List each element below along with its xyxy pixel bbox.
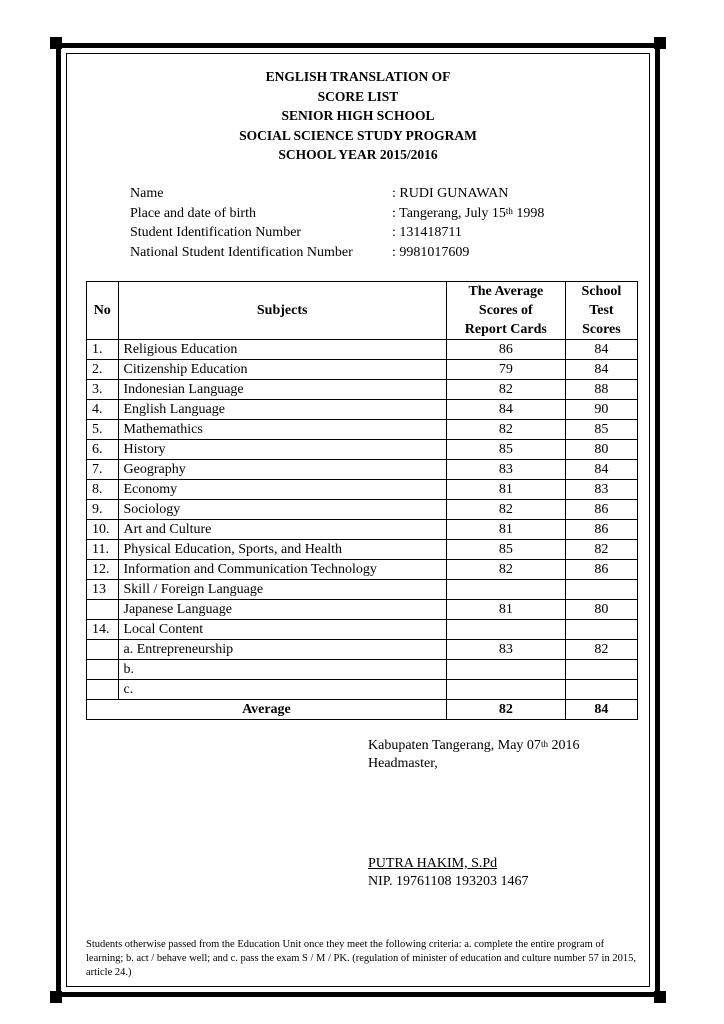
row-report-score: 83: [446, 640, 565, 660]
row-subject: Information and Communication Technology: [118, 560, 446, 580]
header-no: No: [87, 282, 119, 340]
row-number: 11.: [87, 540, 119, 560]
header-test-line: Test: [589, 303, 614, 318]
row-number: 4.: [87, 400, 119, 420]
signature-block: [368, 737, 579, 773]
signatory-name: PUTRA HAKIM, S.Pd: [368, 856, 498, 871]
header-avg-line: The Average: [468, 284, 544, 299]
row-report-score: 86: [446, 340, 565, 360]
row-number: 7.: [87, 460, 119, 480]
score-table-body: [87, 340, 638, 700]
row-test-score: 84: [565, 340, 637, 360]
document-title: [66, 67, 650, 165]
row-number: 1.: [87, 340, 119, 360]
table-row: [87, 580, 638, 600]
row-test-score: [565, 660, 637, 680]
table-row: [87, 340, 638, 360]
name-value: : RUDI GUNAWAN: [392, 186, 509, 201]
row-subject: English Language: [118, 400, 446, 420]
table-row: [87, 520, 638, 540]
birth-value-sup: th: [505, 205, 513, 216]
row-test-score: 83: [565, 480, 637, 500]
row-number: 14.: [87, 620, 119, 640]
row-test-score: [565, 680, 637, 700]
row-subject: Japanese Language: [118, 600, 446, 620]
row-subject: Indonesian Language: [118, 380, 446, 400]
table-row: [87, 400, 638, 420]
row-report-score: 79: [446, 360, 565, 380]
row-test-score: [565, 620, 637, 640]
row-test-score: 86: [565, 520, 637, 540]
row-number: 2.: [87, 360, 119, 380]
table-row: [87, 620, 638, 640]
table-row: [87, 640, 638, 660]
header-test-scores: [565, 282, 637, 340]
header-avg-line: Report Cards: [464, 322, 547, 337]
place-date-sup: th: [540, 739, 548, 749]
border-corner: [654, 991, 666, 1003]
table-row: [87, 500, 638, 520]
row-report-score: [446, 660, 565, 680]
row-number: 6.: [87, 440, 119, 460]
row-subject: b.: [118, 660, 446, 680]
birth-value: [392, 204, 544, 224]
row-test-score: 88: [565, 380, 637, 400]
header-average-scores: [446, 282, 565, 340]
row-report-score: 82: [446, 420, 565, 440]
border-corner: [50, 991, 62, 1003]
table-row: [87, 480, 638, 500]
table-row: [87, 560, 638, 580]
footnote: Students otherwise passed from the Education Unit once they meet the following criteria: a. complete the entire program of learning; b. act / behave well; and c. pass the exam S / M / PK. (regulation of minister of education and culture number 57 in 2015, article 24.): [86, 939, 636, 978]
title-line: SCHOOL YEAR 2015/2016: [278, 147, 438, 162]
row-number: 5.: [87, 420, 119, 440]
nsid-label: National Student Identification Number: [130, 244, 353, 260]
average-test-score: 84: [565, 700, 637, 720]
sid-label: Student Identification Number: [130, 225, 302, 240]
row-report-score: 81: [446, 600, 565, 620]
row-subject: Physical Education, Sports, and Health: [118, 540, 446, 560]
place-date-year: 2016: [547, 738, 580, 753]
row-number: [87, 680, 119, 700]
row-report-score: 83: [446, 460, 565, 480]
header-subjects: Subjects: [118, 282, 446, 340]
sid-value: : 131418711: [392, 225, 462, 240]
table-row: [87, 360, 638, 380]
header-test-line: School: [581, 284, 622, 299]
row-test-score: 82: [565, 540, 637, 560]
row-test-score: 80: [565, 440, 637, 460]
row-report-score: [446, 620, 565, 640]
row-test-score: 86: [565, 560, 637, 580]
table-row: [87, 600, 638, 620]
name-label: Name: [130, 186, 164, 201]
row-report-score: 81: [446, 480, 565, 500]
row-number: 9.: [87, 500, 119, 520]
table-row: [87, 660, 638, 680]
place-date-text: Kabupaten Tangerang, May 07: [368, 738, 541, 753]
row-subject: Sociology: [118, 500, 446, 520]
birth-value-year: 1998: [512, 205, 545, 221]
row-subject: Geography: [118, 460, 446, 480]
row-number: [87, 640, 119, 660]
table-row: [87, 460, 638, 480]
row-number: 10.: [87, 520, 119, 540]
average-row: [87, 700, 638, 720]
signatory: [368, 855, 529, 891]
row-report-score: 82: [446, 560, 565, 580]
row-test-score: 85: [565, 420, 637, 440]
score-table: [86, 281, 638, 720]
title-line: SOCIAL SCIENCE STUDY PROGRAM: [239, 127, 477, 143]
row-subject: Citizenship Education: [118, 360, 446, 380]
row-report-score: 82: [446, 500, 565, 520]
title-line: SCORE LIST: [317, 88, 399, 104]
row-subject: Religious Education: [118, 340, 446, 360]
row-number: 13: [87, 580, 119, 600]
row-test-score: 80: [565, 600, 637, 620]
row-subject: c.: [118, 680, 446, 700]
birth-value-text: : Tangerang, July 15: [392, 205, 506, 221]
row-subject: a. Entrepreneurship: [118, 640, 446, 660]
row-test-score: [565, 580, 637, 600]
average-report-score: 82: [446, 700, 565, 720]
table-row: [87, 380, 638, 400]
row-number: 12.: [87, 560, 119, 580]
row-report-score: 81: [446, 520, 565, 540]
row-subject: Mathemathics: [118, 420, 446, 440]
row-test-score: 86: [565, 500, 637, 520]
header-avg-line: Scores of: [478, 303, 533, 318]
row-test-score: 84: [565, 460, 637, 480]
row-report-score: 85: [446, 540, 565, 560]
row-report-score: 84: [446, 400, 565, 420]
row-test-score: 84: [565, 360, 637, 380]
title-line: ENGLISH TRANSLATION OF: [265, 69, 451, 84]
row-number: [87, 660, 119, 680]
row-subject: Economy: [118, 480, 446, 500]
table-row: [87, 540, 638, 560]
header-test-line: Scores: [582, 322, 621, 337]
row-report-score: [446, 580, 565, 600]
table-row: [87, 420, 638, 440]
table-row: [87, 680, 638, 700]
row-subject: Art and Culture: [118, 520, 446, 540]
row-report-score: [446, 680, 565, 700]
signatory-nip: NIP. 19761108 193203 1467: [368, 874, 529, 889]
birth-label: Place and date of birth: [130, 205, 256, 221]
border-corner: [50, 37, 62, 49]
row-test-score: 82: [565, 640, 637, 660]
row-subject: Skill / Foreign Language: [118, 580, 446, 600]
row-number: 8.: [87, 480, 119, 500]
row-subject: Local Content: [118, 620, 446, 640]
row-number: [87, 600, 119, 620]
row-subject: History: [118, 440, 446, 460]
row-test-score: 90: [565, 400, 637, 420]
table-header-row: [87, 282, 638, 340]
border-corner: [654, 37, 666, 49]
row-report-score: 82: [446, 380, 565, 400]
average-label: Average: [87, 700, 447, 720]
signatory-role: Headmaster,: [368, 756, 438, 771]
table-row: [87, 440, 638, 460]
nsid-value: : 9981017609: [392, 244, 470, 260]
row-report-score: 85: [446, 440, 565, 460]
row-number: 3.: [87, 380, 119, 400]
title-line: SENIOR HIGH SCHOOL: [281, 108, 435, 123]
place-date: [368, 737, 579, 755]
